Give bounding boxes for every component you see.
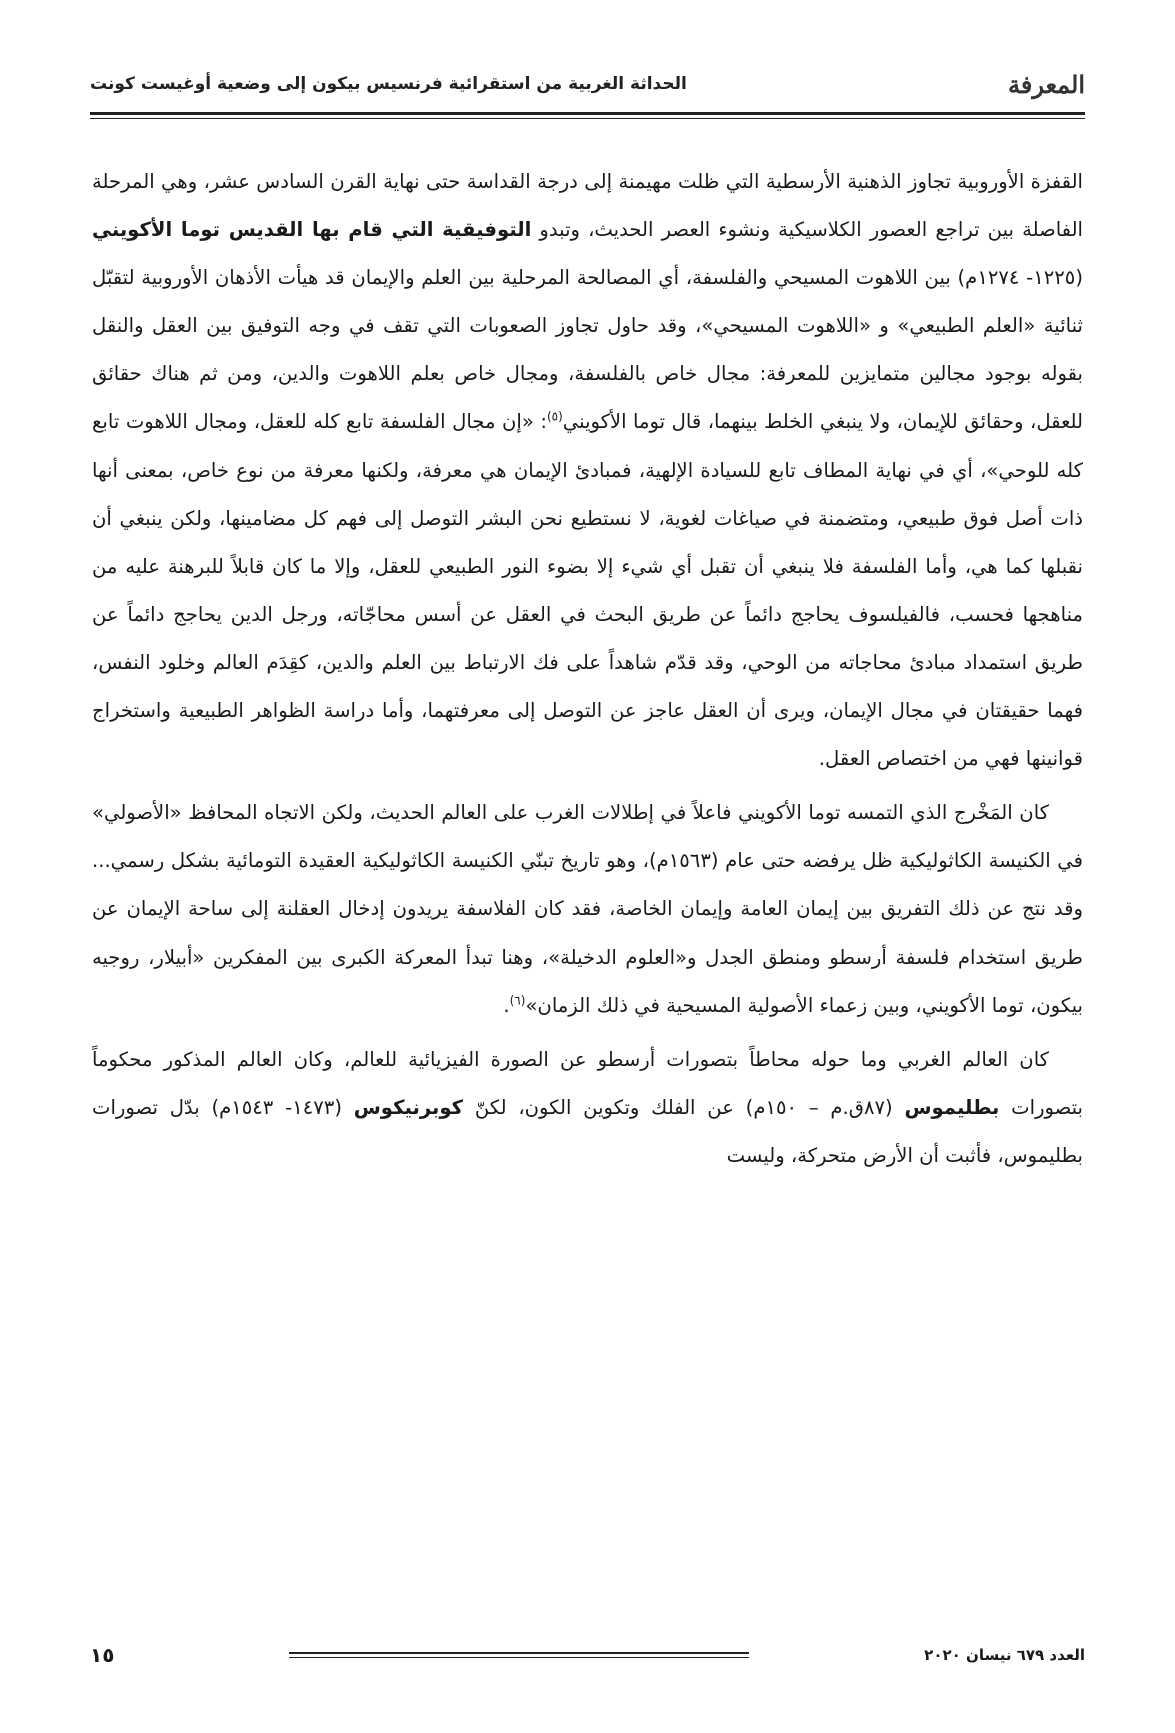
paragraph-1: القفزة الأوروبية تجاوز الذهنية الأرسطية التي ظلت مهيمنة إلى درجة القداسة حتى نهاية القرن السادس عشر، وهي المرحلة الفاصلة بين تراجع العصور الكلاسيكية ونشوء العصر الحديث، وتبدو التوفيقية التي قام بها القديس توما الأكويني (١٢٢٥- ١٢٧٤م) بين اللاهوت المسيحي والفلسفة، أي المصالحة المرحلية بين العلم والإيمان قد هيأت الأذهان الأوروبية لتقبّل ثنائية «العلم الطبيعي» و «اللاهوت المسيحي»، وقد حاول تجاوز الصعوبات التي تقف في وجه التوفيق بين العقل والنقل بقوله بوجود مجالين متمايزين للمعرفة: مجال خاص بالفلسفة، ومجال خاص بعلم اللاهوت والدين، ومن ثم هناك حقائق للعقل، وحقائق للإيمان، ولا ينبغي الخلط بينهما، قال توما الأكويني$^{(٥)}$: «إن مجال الفلسفة تابع كله للعقل، ومجال اللاهوت تابع كله للوحي»، أي في نهاية المطاف تابع للسيادة الإلهية، فمبادئ الإيمان هي معرفة، ولكنها معرفة من نوع خاص، بمعنى أنها ذات أصل فوق طبيعي، ومتضمنة في صياغات لغوية، لا نستطيع نحن البشر التوصل إلى فهم كل مضامينها، ولكن ينبغي أن نقبلها كما هي، وأما الفلسفة فلا ينبغي أن تقبل أي شيء إلا بضوء النور الطبيعي للعقل، وإلا ما كان قابلاً للبرهنة عليه من مناهجها فحسب، فالفيلسوف يحاجج دائماً عن طريق البحث في العقل عن أسس محاجّاته، ورجل الدين يحاجج دائماً عن طريق استمداد مبادئ محاجاته من الوحي، وقد قدّم شاهداً على فك الارتباط بين العلم والدين، كقِدَم العالم وخلود النفس، فهما حقيقتان في مجال الإيمان، ويرى أن العقل عاجز عن التوصل إلى معرفتهما، وأما دراسة الظواهر الطبيعية واستخراج قوانينها فهي من اختصاص العقل. <box>92 170 1083 771</box>
footnote-ref-5[interactable]: (٥) <box>546 409 563 424</box>
running-title: الحداثة الغربية من استقرائية فرنسيس بيكون إلى وضعية أوغيست كونت <box>90 74 687 94</box>
paragraph-2: كان المَخْرج الذي التمسه توما الأكويني فاعلاً في إطلالات الغرب على العالم الحديث، ولكن الاتجاه المحافظ «الأصولي» في الكنيسة الكاثوليكية ظل يرفضه حتى عام (١٥٦٣م)، وهو تاريخ تبنّي الكنيسة الكاثوليكية العقيدة التومائية بشكل رسمي... وقد نتج عن ذلك التفريق بين إيمان العامة وإيمان الخاصة، فقد كان الفلاسفة يريدون إدخال العقلنة إلى ساحة الإيمان عن طريق استخدام فلسفة أرسطو ومنطق الجدل و«العلوم الدخيلة»، وهنا تبدأ المعركة الكبرى بين المفكرين «أبيلار، روجيه بيكون، توما الأكويني، وبين زعماء الأصولية المسيحية في ذلك الزمان»$^{(٦)}$. <box>92 801 1084 1017</box>
paragraph-3: كان العالم الغربي وما حوله محاطاً بتصورات أرسطو عن الصورة الفيزيائية للعالم، وكان العالم المذكور محكوماً بتصورات بطليموس (٨٧ق.م – ١٥٠م) عن الفلك وتكوين الكون، لكنّ كوبرنيكوس (١٤٧٣- ١٥٤٣م) بدّل تصورات بطليموس، فأثبت أن الأرض متحركة، وليست <box>92 1047 1084 1167</box>
footer-rule <box>289 1652 749 1658</box>
header-rule <box>90 112 1085 119</box>
page-number: ١٥ <box>90 1643 115 1667</box>
page-header <box>90 58 1085 110</box>
footnote-ref-6[interactable]: (٦) <box>509 993 526 1008</box>
article-body <box>92 158 1083 1186</box>
page-footer <box>90 1640 1085 1670</box>
issue-info: العدد ٦٧٩ نيسان ٢٠٢٠ <box>924 1646 1085 1664</box>
magazine-logo: المعرفة <box>1007 69 1085 99</box>
